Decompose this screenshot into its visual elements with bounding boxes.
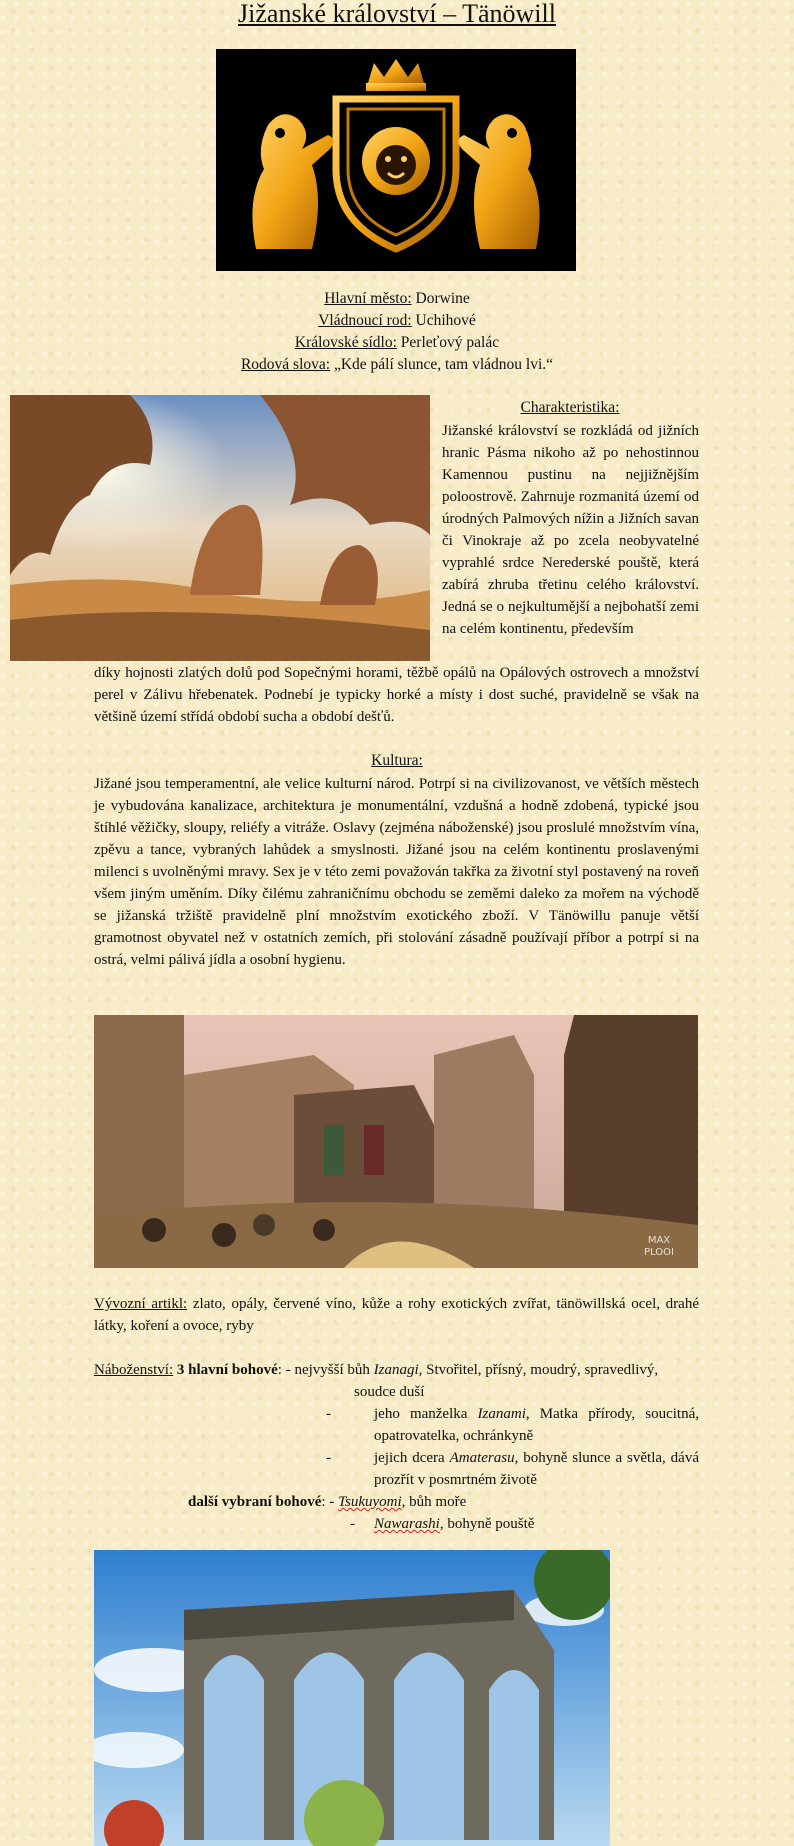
- words-label: Rodová slova:: [240, 356, 331, 373]
- list-dash: -: [350, 1516, 355, 1532]
- page-title: Jižanské království – Tänöwill: [238, 0, 556, 28]
- god1-description: , Stvořitel, přísný, moudrý, spravedlivý, soudce duší: [354, 1362, 659, 1400]
- god1-prefix: : - nejvyšší bůh: [277, 1362, 374, 1378]
- seat-label: Královské sídlo:: [294, 334, 397, 351]
- god2-name: Izanami: [477, 1406, 526, 1422]
- lion-crest-icon: [216, 49, 576, 271]
- other1-description: , bůh moře: [401, 1494, 467, 1510]
- god3-description: , bohyně slunce a světla, dává prozřít v posmrtném životě: [374, 1450, 699, 1488]
- list-dash: -: [326, 1406, 331, 1422]
- export-label: Vývozní artikl:: [94, 1296, 188, 1312]
- culture-heading: Kultura:: [371, 752, 423, 769]
- house-value: Uchihové: [411, 312, 476, 329]
- culture-text: Jižané jsou temperamentní, ale velice kulturní národ. Potrpí si na civilizovanost, ve větších městech je vybudována kanalizace, architektura je monumentální, vzdušná a hodně zdobená, typické jsou štíhlé věžičky, sloupy, reliéfy a vitráže. Oslavy (zejména náboženské) jsou proslulé množstvím vína, zpěvu a tance, vybraných lahůdek a smyslnosti. Jižané jsou na celém kontinentu proslavenými milenci s uvolněnými mravy. Sex je v této zemi považován takřka za životní styl postavený na roveň všem jiným uměním. Díky čilému zahraničnímu obchodu se zeměmi daleko za mořem na východě se jižanská tržiště pravidelně plní množstvím exotického zboží. V Tänöwillu panuje větší gramotnost obyvatel než v ostatních zemích, při stolování zásadně používají příbor a potrpí si na ostrá, velmi pálivá jídla a osobní hygienu.: [94, 776, 699, 968]
- seat-value: Perleťový palác: [396, 334, 500, 351]
- ruins-arches-image: [94, 1550, 610, 1846]
- characteristics-heading: Charakteristika:: [520, 399, 620, 416]
- market-street-image: [94, 1015, 698, 1268]
- main-gods-label: 3 hlavní bohové: [176, 1362, 278, 1378]
- other2-name: Nawarashi: [374, 1516, 440, 1532]
- god3-prefix: jejich dcera: [374, 1450, 450, 1466]
- capital-value: Dorwine: [411, 290, 470, 307]
- god2-description: , Matka přírody, soucitná, opatrovatelka, ochránkyně: [374, 1406, 699, 1444]
- god3-name: Amaterasu: [449, 1450, 515, 1466]
- religion-label: Náboženství:: [94, 1362, 174, 1378]
- list-dash: -: [326, 1450, 331, 1466]
- religion-section: [94, 1359, 699, 1535]
- watermark-line2: PLOOI: [644, 1247, 674, 1258]
- characteristics-text-continued: díky hojnosti zlatých dolů pod Sopečnými horami, těžbě opálů na Opálových ostrovech a množství perel v Zálivu hřebenatek. Podnebí je typicky horké a místy i dost suché, pravidelně se však na většině území střídá období sucha a období dešťů.: [94, 665, 699, 725]
- kingdom-info: [0, 288, 794, 376]
- words-value: „Kde pálí slunce, tam vládnou lvi.“: [330, 356, 554, 373]
- god2-prefix: jeho manželka: [374, 1406, 478, 1422]
- other2-description: , bohyně pouště: [439, 1516, 535, 1532]
- other1-name: Tsukuyomi: [338, 1494, 402, 1510]
- export-section: [94, 1293, 699, 1337]
- desert-landscape-image: [10, 395, 430, 661]
- other1-prefix: : -: [321, 1494, 339, 1510]
- god1-name: Izanagi: [373, 1362, 419, 1378]
- capital-label: Hlavní město:: [324, 290, 412, 307]
- characteristics-text: Jižanské království se rozkládá od jižních hranic Pásma nikoho až po nehostinnou Kamennou pustinu na nejjižnějším poloostrově. Zahrnuje rozmanitá území od úrodných Palmových nížin a Jižních savan či Vinokraje až po zcela neobyvatelné vyprahlé srdce Nerederské pouště, která zabírá zhruba třetinu celého království. Jedná se o nejkultumější a nejbohatší zemi na celém kontinentu, především: [442, 423, 699, 637]
- other-gods-label: další vybraní bohové: [188, 1494, 322, 1510]
- house-label: Vládnoucí rod:: [318, 312, 412, 329]
- export-text: zlato, opály, červené víno, kůže a rohy exotických zvířat, tänöwillská ocel, drahé látky, koření a ovoce, ryby: [94, 1296, 699, 1334]
- watermark-line1: MAX: [647, 1235, 671, 1246]
